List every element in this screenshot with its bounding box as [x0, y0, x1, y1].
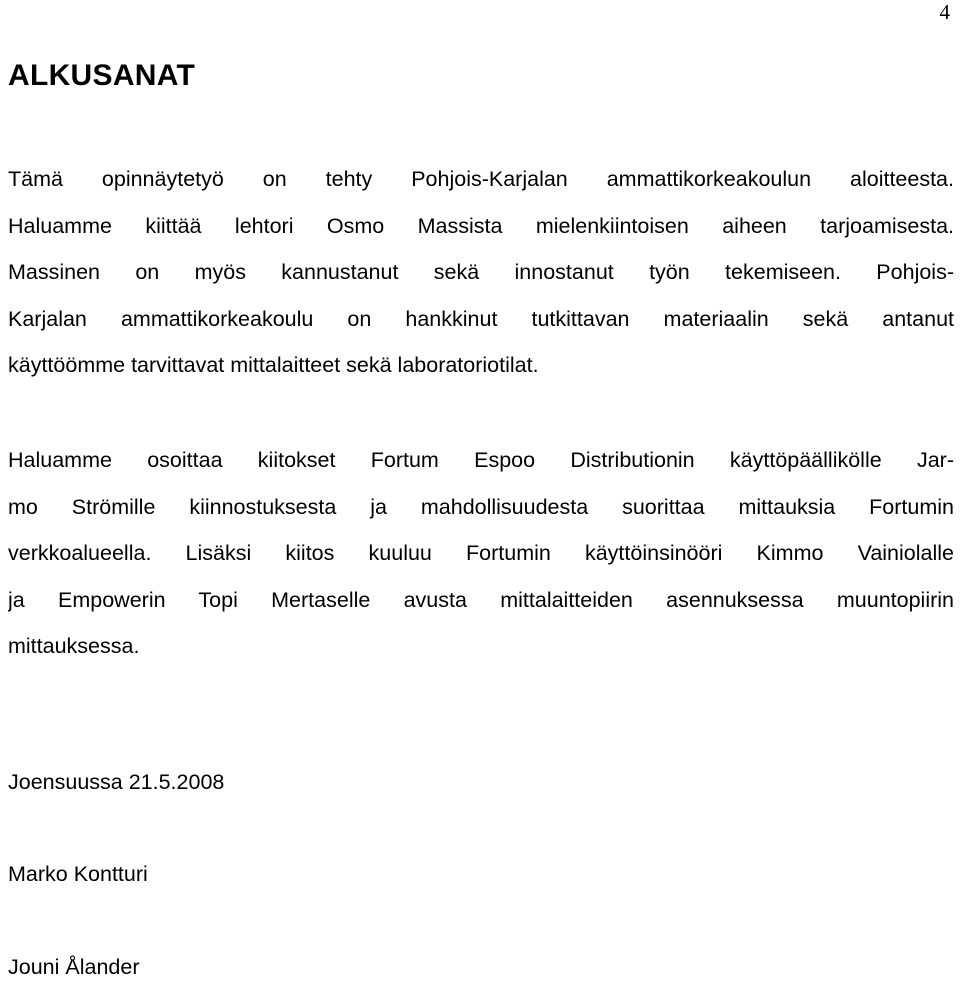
page-heading: ALKUSANAT	[8, 59, 196, 92]
paragraph-line: Tämä opinnäytetyö on tehty Pohjois-Karjalan ammattikorkeakoulun aloitteesta.	[8, 167, 954, 191]
paragraph-line: verkkoalueella. Lisäksi kiitos kuuluu Fortumin käyttöinsinööri Kimmo Vainiolalle	[8, 541, 954, 565]
place-and-date: Joensuussa 21.5.2008	[8, 770, 225, 794]
paragraph-line: mittauksessa.	[8, 634, 140, 658]
paragraph-line: Karjalan ammattikorkeakoulu on hankkinut tutkittavan materiaalin sekä antanut	[8, 306, 954, 331]
paragraph-line: ja Empowerin Topi Mertaselle avusta mittalaitteiden asennuksessa muuntopiirin	[8, 587, 954, 612]
paragraph-line: Massinen on myös kannustanut sekä innostanut työn tekemiseen. Pohjois-	[8, 260, 954, 284]
paragraph-acknowledgement-fortum	[8, 437, 954, 670]
author-name: Marko Kontturi	[8, 862, 148, 886]
paragraph-line: Haluamme osoittaa kiitokset Fortum Espoo Distributionin käyttöpäällikölle Jar-	[8, 448, 954, 472]
paragraph-line: käyttöömme tarvittavat mittalaitteet sekä laboratoriotilat.	[8, 353, 539, 377]
paragraph-acknowledgement-school	[8, 156, 954, 389]
author-name: Jouni Ålander	[8, 955, 140, 979]
paragraph-line: Haluamme kiittää lehtori Osmo Massista mielenkiintoisen aiheen tarjoamisesta.	[8, 213, 954, 238]
page-number: 4	[939, 0, 950, 24]
paragraph-line: mo Strömille kiinnostuksesta ja mahdollisuudesta suorittaa mittauksia Fortumin	[8, 494, 954, 519]
